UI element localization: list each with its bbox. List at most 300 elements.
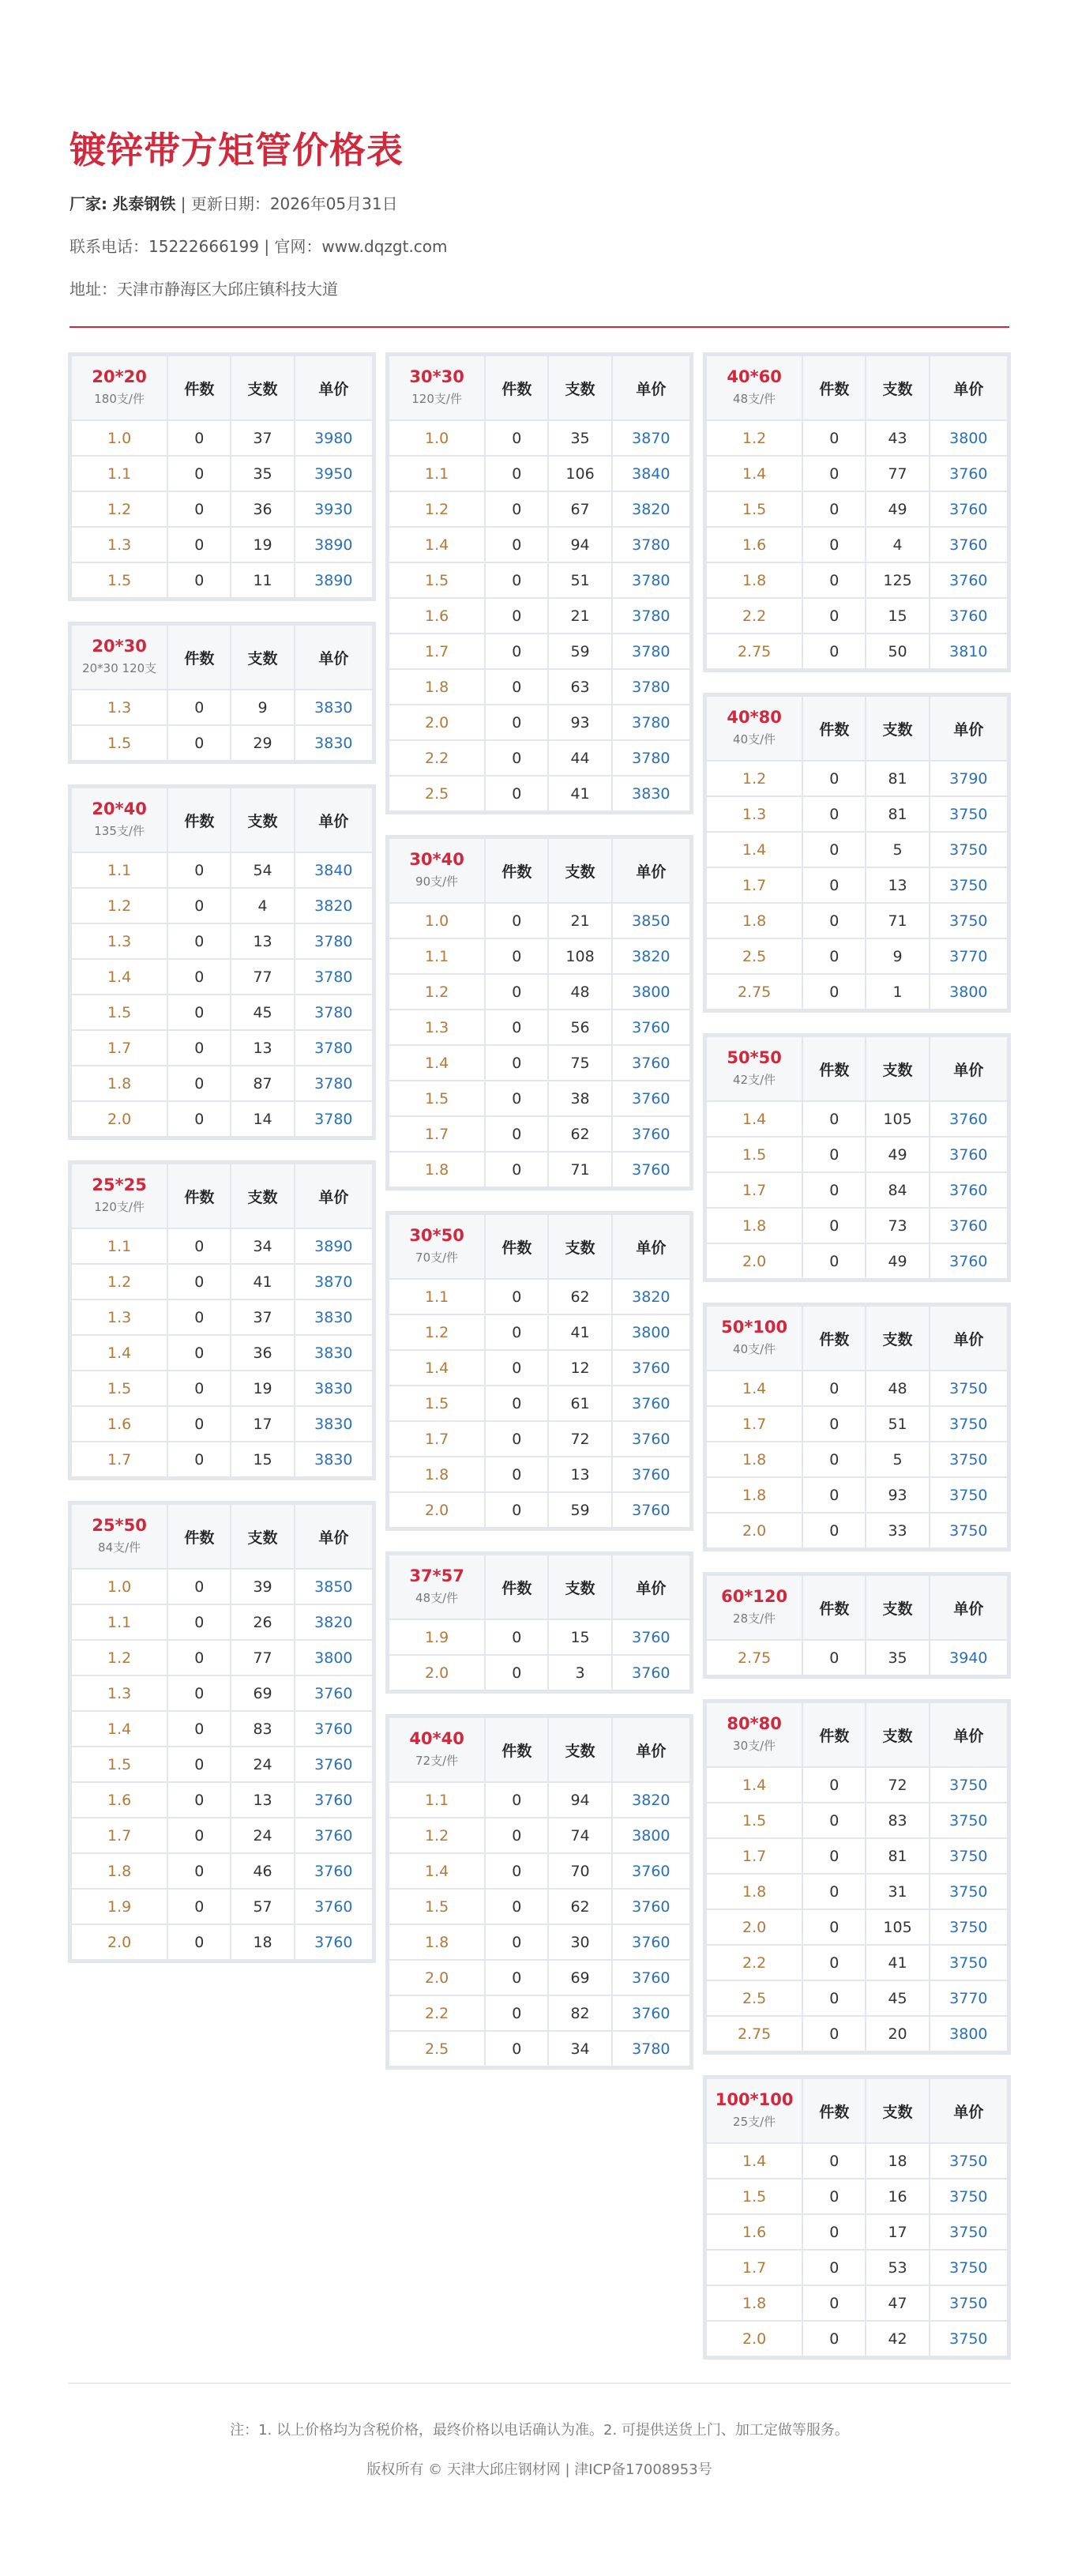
- table-row: [71, 1640, 373, 1675]
- price-header: 单价: [295, 625, 373, 690]
- thickness-cell: 1.4: [706, 1101, 802, 1137]
- count-header: 支数: [866, 1575, 929, 1640]
- spec-table: [703, 1699, 1011, 2055]
- table-row: [71, 1747, 373, 1782]
- table-row: [71, 1442, 373, 1477]
- spec-name: 40*40: [409, 1729, 464, 1748]
- table-row: [706, 1513, 1008, 1548]
- price-cell: 3870: [612, 420, 690, 456]
- spec-header-row: [389, 1717, 690, 1782]
- count-cell: 54: [231, 852, 294, 888]
- count-cell: 38: [548, 1081, 611, 1116]
- count-cell: 93: [548, 705, 611, 740]
- pieces-cell: 0: [485, 1314, 548, 1350]
- count-cell: 77: [231, 1640, 294, 1675]
- count-cell: 105: [866, 1909, 929, 1945]
- price-cell: 3830: [295, 1442, 373, 1477]
- count-cell: 77: [866, 456, 929, 491]
- price-header: 单价: [612, 838, 690, 903]
- count-cell: 73: [866, 1208, 929, 1243]
- spec-header-row: [71, 1164, 373, 1228]
- thickness-cell: 1.6: [389, 598, 485, 634]
- price-cell: 3770: [930, 938, 1008, 974]
- thickness-cell: 1.7: [389, 1421, 485, 1457]
- table-row: [389, 1619, 690, 1655]
- table-row: [71, 1924, 373, 1960]
- price-cell: 3760: [612, 1655, 690, 1690]
- table-row: [706, 1243, 1008, 1279]
- spec-name: 30*50: [409, 1226, 464, 1245]
- footer-copyright: 版权所有 © 天津大邱庄钢材网 | 津ICP备17008953号: [366, 2461, 712, 2478]
- pieces-cell: 0: [485, 903, 548, 938]
- pieces-cell: 0: [485, 1960, 548, 1995]
- spec-bundle-size: 70支/件: [415, 1250, 459, 1265]
- spec-table: [385, 1714, 693, 2070]
- spec-bundle-size: 30支/件: [733, 1739, 776, 1753]
- count-header: 支数: [548, 1717, 611, 1782]
- count-cell: 4: [231, 888, 294, 923]
- count-cell: 24: [231, 1747, 294, 1782]
- thickness-cell: 2.2: [706, 598, 802, 634]
- thickness-cell: 1.2: [706, 761, 802, 796]
- spec-name: 20*20: [92, 367, 147, 386]
- pieces-cell: 0: [485, 1619, 548, 1655]
- spec-name-cell: [389, 1717, 485, 1782]
- spec-table: [385, 1211, 693, 1531]
- pieces-cell: 0: [485, 1457, 548, 1492]
- price-cell: 3750: [930, 2214, 1008, 2250]
- count-cell: 49: [866, 1137, 929, 1172]
- table-row: [389, 1421, 690, 1457]
- thickness-cell: 1.8: [389, 669, 485, 705]
- table-row: [706, 1442, 1008, 1477]
- thickness-cell: 2.0: [389, 705, 485, 740]
- pieces-header: 件数: [167, 1164, 231, 1228]
- thickness-cell: 2.75: [706, 2016, 802, 2051]
- count-cell: 48: [866, 1371, 929, 1406]
- price-cell: 3760: [930, 1101, 1008, 1137]
- pieces-cell: 0: [802, 1838, 866, 1874]
- pieces-cell: 0: [802, 2016, 866, 2051]
- table-row: [71, 491, 373, 527]
- pieces-cell: 0: [802, 1371, 866, 1406]
- spec-bundle-size: 28支/件: [733, 1611, 776, 1626]
- price-cell: 3760: [930, 456, 1008, 491]
- price-cell: 3830: [295, 1371, 373, 1406]
- spec-name-cell: [706, 696, 802, 761]
- spec-name: 25*50: [92, 1516, 147, 1535]
- price-cell: 3760: [295, 1853, 373, 1889]
- thickness-cell: 1.1: [71, 852, 167, 888]
- table-row: [706, 491, 1008, 527]
- table-row: [71, 1066, 373, 1101]
- count-cell: 26: [231, 1604, 294, 1640]
- price-cell: 3760: [612, 1995, 690, 2031]
- thickness-cell: 1.3: [389, 1010, 485, 1045]
- count-header: 支数: [231, 355, 294, 420]
- spec-name-cell: [71, 1164, 167, 1228]
- thickness-cell: 1.5: [706, 491, 802, 527]
- table-row: [71, 456, 373, 491]
- table-row: [706, 1101, 1008, 1137]
- pieces-cell: 0: [167, 420, 231, 456]
- table-row: [706, 1803, 1008, 1838]
- thickness-cell: 1.8: [706, 1442, 802, 1477]
- table-row: [389, 938, 690, 974]
- count-cell: 50: [866, 634, 929, 669]
- thickness-cell: 1.8: [71, 1853, 167, 1889]
- spec-table: [703, 693, 1011, 1013]
- price-cell: 3850: [295, 1569, 373, 1604]
- count-cell: 93: [866, 1477, 929, 1513]
- spec-name-cell: [706, 1702, 802, 1767]
- price-cell: 3760: [612, 1960, 690, 1995]
- count-header: 支数: [231, 788, 294, 852]
- table-row: [71, 420, 373, 456]
- thickness-cell: 1.2: [71, 888, 167, 923]
- price-cell: 3840: [612, 456, 690, 491]
- price-cell: 3780: [295, 1066, 373, 1101]
- price-cell: 3820: [612, 1279, 690, 1314]
- price-cell: 3760: [612, 1492, 690, 1528]
- spec-bundle-size: 40支/件: [733, 1342, 776, 1356]
- thickness-cell: 1.2: [389, 491, 485, 527]
- count-cell: 21: [548, 903, 611, 938]
- pieces-cell: 0: [485, 1818, 548, 1853]
- pieces-cell: 0: [485, 634, 548, 669]
- spec-table: [68, 352, 376, 601]
- price-cell: 3750: [930, 1767, 1008, 1803]
- price-cell: 3780: [612, 562, 690, 598]
- table-row: [706, 867, 1008, 903]
- thickness-cell: 1.8: [389, 1457, 485, 1492]
- spec-table: [68, 1501, 376, 1963]
- spec-name: 40*60: [727, 367, 782, 386]
- thickness-cell: 1.8: [706, 1477, 802, 1513]
- count-cell: 35: [231, 456, 294, 491]
- spec-bundle-size: 42支/件: [733, 1073, 776, 1087]
- table-row: [71, 1782, 373, 1818]
- spec-bundle-size: 40支/件: [733, 732, 776, 746]
- price-cell: 3950: [295, 456, 373, 491]
- pieces-cell: 0: [802, 974, 866, 1010]
- price-cell: 3780: [295, 1101, 373, 1137]
- thickness-cell: 1.4: [706, 1767, 802, 1803]
- thickness-cell: 1.2: [71, 491, 167, 527]
- price-cell: 3760: [612, 1924, 690, 1960]
- thickness-cell: 1.3: [71, 690, 167, 725]
- pieces-cell: 0: [802, 598, 866, 634]
- table-row: [706, 2214, 1008, 2250]
- price-cell: 3780: [612, 634, 690, 669]
- thickness-cell: 2.5: [389, 776, 485, 811]
- thickness-cell: 1.1: [389, 1279, 485, 1314]
- count-cell: 71: [866, 903, 929, 938]
- thickness-cell: 1.1: [71, 1228, 167, 1264]
- pieces-cell: 0: [167, 1335, 231, 1371]
- pieces-cell: 0: [167, 1604, 231, 1640]
- price-cell: 3820: [612, 938, 690, 974]
- count-cell: 77: [231, 959, 294, 995]
- price-cell: 3760: [930, 598, 1008, 634]
- thickness-cell: 1.7: [706, 1838, 802, 1874]
- price-cell: 3760: [295, 1818, 373, 1853]
- table-row: [389, 740, 690, 776]
- pieces-header: 件数: [485, 1717, 548, 1782]
- column-2: [385, 352, 693, 2090]
- table-row: [389, 527, 690, 562]
- count-cell: 87: [231, 1066, 294, 1101]
- thickness-cell: 1.5: [389, 562, 485, 598]
- count-cell: 36: [231, 1335, 294, 1371]
- price-cell: 3750: [930, 1874, 1008, 1909]
- count-cell: 41: [548, 776, 611, 811]
- count-header: 支数: [231, 1504, 294, 1569]
- spec-name-cell: [706, 2078, 802, 2143]
- count-cell: 11: [231, 562, 294, 598]
- price-cell: 3760: [295, 1711, 373, 1747]
- thickness-cell: 2.0: [706, 1513, 802, 1548]
- pieces-cell: 0: [167, 1711, 231, 1747]
- page-header: [0, 0, 1078, 302]
- thickness-cell: 2.5: [389, 2031, 485, 2066]
- pieces-cell: 0: [167, 1406, 231, 1442]
- table-row: [706, 1980, 1008, 2016]
- pieces-cell: 0: [485, 2031, 548, 2066]
- count-cell: 108: [548, 938, 611, 974]
- count-cell: 19: [231, 1371, 294, 1406]
- pieces-cell: 0: [802, 903, 866, 938]
- thickness-cell: 2.75: [706, 634, 802, 669]
- pieces-cell: 0: [802, 1243, 866, 1279]
- price-cell: 3760: [930, 562, 1008, 598]
- price-cell: 3830: [612, 776, 690, 811]
- spec-table: [68, 784, 376, 1140]
- count-cell: 35: [548, 420, 611, 456]
- table-row: [389, 705, 690, 740]
- spec-name-cell: [71, 625, 167, 690]
- price-cell: 3830: [295, 725, 373, 761]
- price-cell: 3890: [295, 527, 373, 562]
- table-row: [389, 2031, 690, 2066]
- table-row: [71, 1228, 373, 1264]
- pieces-cell: 0: [167, 1782, 231, 1818]
- pieces-cell: 0: [802, 491, 866, 527]
- price-header: 单价: [295, 1504, 373, 1569]
- count-header: 支数: [866, 696, 929, 761]
- table-row: [389, 598, 690, 634]
- count-header: 支数: [866, 1702, 929, 1767]
- price-cell: 3780: [612, 527, 690, 562]
- thickness-cell: 2.0: [71, 1924, 167, 1960]
- price-cell: 3750: [930, 1945, 1008, 1980]
- table-row: [706, 1172, 1008, 1208]
- price-header: 单价: [930, 1036, 1008, 1101]
- count-cell: 106: [548, 456, 611, 491]
- thickness-cell: 2.75: [706, 974, 802, 1010]
- pieces-cell: 0: [802, 1172, 866, 1208]
- table-row: [706, 634, 1008, 669]
- count-cell: 70: [548, 1853, 611, 1889]
- pieces-cell: 0: [485, 1081, 548, 1116]
- spec-name-cell: [706, 1575, 802, 1640]
- count-cell: 81: [866, 761, 929, 796]
- table-row: [389, 1081, 690, 1116]
- price-cell: 3770: [930, 1980, 1008, 2016]
- spec-header-row: [706, 1702, 1008, 1767]
- spec-table: [68, 1160, 376, 1480]
- thickness-cell: 2.2: [706, 1945, 802, 1980]
- price-cell: 3750: [930, 2285, 1008, 2321]
- spec-table: [703, 1033, 1011, 1282]
- table-row: [389, 420, 690, 456]
- count-cell: 94: [548, 1782, 611, 1818]
- count-header: 支数: [231, 1164, 294, 1228]
- price-header: 单价: [612, 1214, 690, 1279]
- thickness-cell: 1.3: [71, 923, 167, 959]
- count-cell: 62: [548, 1279, 611, 1314]
- price-cell: 3760: [612, 1350, 690, 1386]
- pieces-cell: 0: [167, 888, 231, 923]
- thickness-cell: 1.5: [706, 1137, 802, 1172]
- pieces-cell: 0: [485, 598, 548, 634]
- table-row: [389, 1655, 690, 1690]
- pieces-header: 件数: [485, 1555, 548, 1619]
- count-cell: 5: [866, 1442, 929, 1477]
- table-row: [71, 527, 373, 562]
- pieces-cell: 0: [167, 1924, 231, 1960]
- pieces-cell: 0: [167, 1442, 231, 1477]
- spec-header-row: [389, 1555, 690, 1619]
- table-row: [706, 2179, 1008, 2214]
- count-cell: 35: [866, 1640, 929, 1675]
- table-row: [71, 725, 373, 761]
- table-row: [389, 1386, 690, 1421]
- price-cell: 3760: [930, 491, 1008, 527]
- pieces-cell: 0: [167, 1818, 231, 1853]
- pieces-cell: 0: [485, 1386, 548, 1421]
- pieces-cell: 0: [802, 1208, 866, 1243]
- thickness-cell: 1.1: [71, 1604, 167, 1640]
- thickness-cell: 1.4: [706, 832, 802, 867]
- spec-header-row: [706, 2078, 1008, 2143]
- pieces-cell: 0: [802, 1874, 866, 1909]
- thickness-cell: 1.7: [389, 634, 485, 669]
- price-cell: 3780: [295, 1030, 373, 1066]
- thickness-cell: 1.5: [389, 1889, 485, 1924]
- spec-bundle-size: 25支/件: [733, 2115, 776, 2129]
- count-cell: 9: [231, 690, 294, 725]
- spec-name-cell: [706, 1306, 802, 1371]
- count-cell: 82: [548, 1995, 611, 2031]
- pieces-header: 件数: [167, 355, 231, 420]
- count-cell: 39: [231, 1569, 294, 1604]
- spec-name: 80*80: [727, 1714, 782, 1733]
- count-cell: 1: [866, 974, 929, 1010]
- price-header: 单价: [612, 355, 690, 420]
- spec-bundle-size: 72支/件: [415, 1754, 459, 1768]
- table-row: [389, 1010, 690, 1045]
- count-cell: 15: [548, 1619, 611, 1655]
- price-header: 单价: [930, 696, 1008, 761]
- count-cell: 34: [231, 1228, 294, 1264]
- thickness-cell: 1.3: [706, 796, 802, 832]
- count-cell: 3: [548, 1655, 611, 1690]
- thickness-cell: 1.7: [706, 867, 802, 903]
- thickness-cell: 1.1: [389, 1782, 485, 1818]
- table-row: [71, 995, 373, 1030]
- thickness-cell: 2.5: [706, 1980, 802, 2016]
- count-cell: 83: [231, 1711, 294, 1747]
- pieces-cell: 0: [485, 1924, 548, 1960]
- price-cell: 3760: [612, 1853, 690, 1889]
- price-cell: 3940: [930, 1640, 1008, 1675]
- table-row: [706, 938, 1008, 974]
- price-cell: 3760: [930, 1208, 1008, 1243]
- thickness-cell: 1.0: [389, 903, 485, 938]
- table-row: [71, 1711, 373, 1747]
- price-cell: 3760: [612, 1081, 690, 1116]
- table-row: [71, 1406, 373, 1442]
- pieces-header: 件数: [802, 1306, 866, 1371]
- table-row: [389, 1279, 690, 1314]
- count-cell: 48: [548, 974, 611, 1010]
- count-cell: 42: [866, 2321, 929, 2356]
- table-row: [389, 1350, 690, 1386]
- pieces-header: 件数: [485, 1214, 548, 1279]
- table-row: [706, 456, 1008, 491]
- thickness-cell: 2.75: [706, 1640, 802, 1675]
- table-row: [71, 1818, 373, 1853]
- thickness-cell: 1.0: [71, 1569, 167, 1604]
- pieces-cell: 0: [485, 1045, 548, 1081]
- table-row: [389, 491, 690, 527]
- count-cell: 30: [548, 1924, 611, 1960]
- count-cell: 19: [231, 527, 294, 562]
- table-row: [706, 2016, 1008, 2051]
- count-cell: 59: [548, 634, 611, 669]
- pieces-header: 件数: [802, 696, 866, 761]
- table-row: [71, 1030, 373, 1066]
- table-row: [389, 1782, 690, 1818]
- count-header: 支数: [866, 1306, 929, 1371]
- price-header: 单价: [930, 355, 1008, 420]
- spec-header-row: [706, 1036, 1008, 1101]
- price-cell: 3800: [612, 1314, 690, 1350]
- table-row: [71, 1264, 373, 1299]
- price-cell: 3750: [930, 2143, 1008, 2179]
- pieces-cell: 0: [802, 1640, 866, 1675]
- table-row: [706, 1477, 1008, 1513]
- spec-bundle-size: 84支/件: [98, 1540, 141, 1555]
- count-cell: 69: [548, 1960, 611, 1995]
- count-header: 支数: [548, 1214, 611, 1279]
- update-date: | 更新日期：2026年05月31日: [180, 194, 398, 213]
- count-cell: 13: [231, 1030, 294, 1066]
- pieces-cell: 0: [167, 562, 231, 598]
- price-cell: 3800: [930, 2016, 1008, 2051]
- spec-bundle-size: 48支/件: [733, 392, 776, 406]
- table-row: [706, 1137, 1008, 1172]
- table-row: [71, 1101, 373, 1137]
- count-cell: 31: [866, 1874, 929, 1909]
- thickness-cell: 1.3: [71, 527, 167, 562]
- pieces-cell: 0: [802, 761, 866, 796]
- spec-name: 20*30: [92, 637, 147, 656]
- price-cell: 3820: [612, 491, 690, 527]
- price-cell: 3760: [612, 1619, 690, 1655]
- spec-header-row: [706, 696, 1008, 761]
